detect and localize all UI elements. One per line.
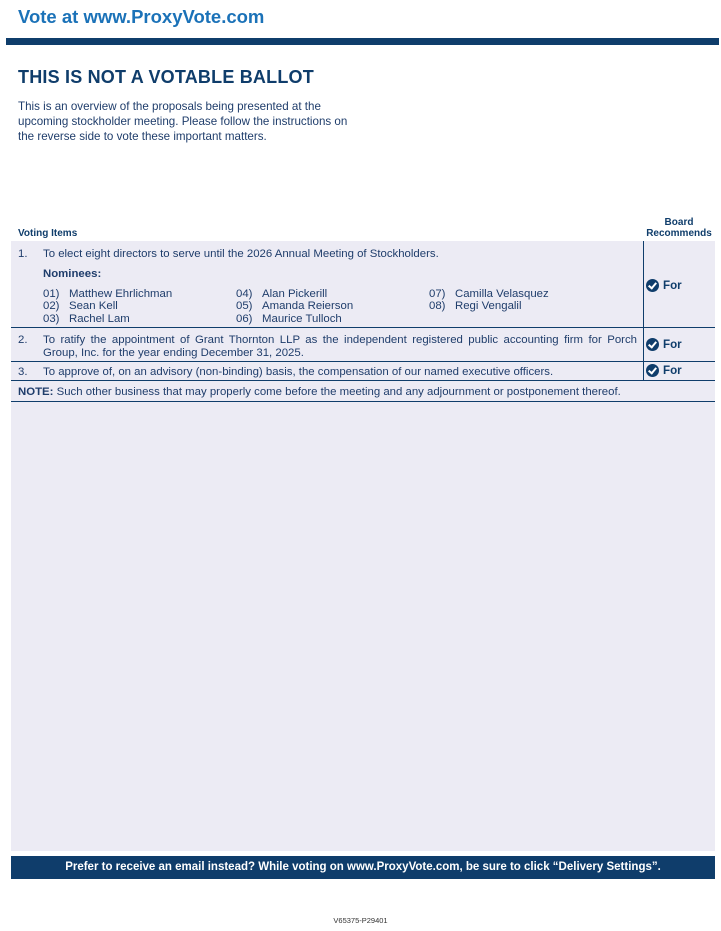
row-divider — [11, 327, 715, 328]
checkmark-circle-icon — [646, 338, 659, 351]
row-divider — [11, 401, 715, 402]
board-recommends-header: Board Recommends — [646, 217, 712, 239]
email-delivery-banner: Prefer to receive an email instead? While voting on www.ProxyVote.com, be sure to click “Delivery Settings”. — [11, 856, 715, 879]
header-divider — [6, 38, 719, 45]
recommendation-for — [646, 338, 682, 351]
item-number: 2. — [18, 334, 28, 346]
ballot-title: THIS IS NOT A VOTABLE BALLOT — [18, 67, 314, 87]
nominee-name: Rachel Lam — [69, 313, 130, 325]
proposals-panel — [11, 241, 715, 851]
note-row — [18, 386, 621, 399]
nominee-name: Matthew Ehrlichman — [69, 288, 173, 300]
nominee-name: Regi Vengalil — [455, 300, 522, 312]
row-divider — [11, 380, 715, 381]
recommendation-label: For — [663, 364, 682, 377]
item-text: To ratify the appointment of Grant Thornton LLP as the independent registered public accounting firm for Porch Group, Inc. for the year ending December 31, 2025. — [43, 334, 637, 359]
nominees-label: Nominees: — [43, 268, 102, 280]
item-text: To elect eight directors to serve until the 2026 Annual Meeting of Stockholders. — [43, 248, 439, 260]
item-number: 3. — [18, 366, 28, 378]
recommendation-label: For — [663, 279, 682, 292]
note-label: NOTE: — [18, 386, 54, 398]
proxyvote-header: Vote at www.ProxyVote.com — [18, 6, 265, 27]
intro-text: This is an overview of the proposals being presented at the upcoming stockholder meeting. Please follow the instructions on the reverse side to vote these important matters. — [18, 100, 348, 143]
nominee-number: 08) — [429, 300, 446, 312]
recommendation-for — [646, 364, 682, 377]
nominee-name: Amanda Reierson — [262, 300, 354, 312]
recommendation-label: For — [663, 338, 682, 351]
nominee-name: Sean Kell — [69, 300, 118, 312]
column-divider — [643, 241, 644, 380]
checkmark-circle-icon — [646, 279, 659, 292]
checkmark-circle-icon — [646, 364, 659, 377]
nominee-name: Camilla Velasquez — [455, 288, 549, 300]
row-divider — [11, 361, 715, 362]
item-number: 1. — [18, 248, 28, 260]
nominee-number: 06) — [236, 313, 253, 325]
nominee-name: Maurice Tulloch — [262, 313, 342, 325]
nominee-number: 07) — [429, 288, 446, 300]
nominee-number: 03) — [43, 313, 60, 325]
item-text: To approve of, on an advisory (non-binding) basis, the compensation of our named executive officers. — [43, 366, 554, 378]
recommendation-for — [646, 279, 682, 292]
nominee-number: 01) — [43, 288, 60, 300]
nominee-number: 02) — [43, 300, 60, 312]
nominee-number: 05) — [236, 300, 253, 312]
note-text: Such other business that may properly come before the meeting and any adjournment or postponement thereof. — [56, 386, 621, 398]
document-code: V65375-P29401 — [333, 916, 388, 925]
nominee-name: Alan Pickerill — [262, 288, 328, 300]
nominee-number: 04) — [236, 288, 253, 300]
voting-items-header: Voting Items — [18, 228, 78, 239]
